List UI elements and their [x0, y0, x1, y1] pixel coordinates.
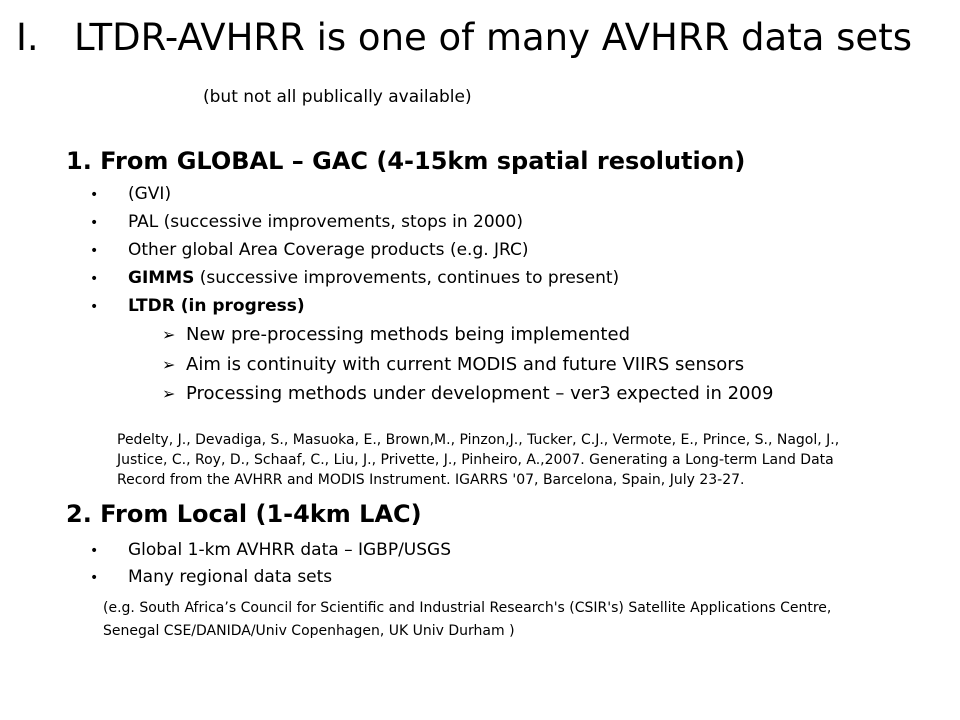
footnote-line: Senegal CSE/DANIDA/Univ Copenhagen, UK Univ Durham ): [103, 623, 515, 639]
arrow-bullet-icon: ➢: [162, 355, 176, 374]
bullet-text: (GVI): [128, 184, 172, 204]
sub-bullet-text: Processing methods under development – ver3 expected in 2009: [186, 383, 774, 404]
citation-line: Record from the AVHRR and MODIS Instrument. IGARRS '07, Barcelona, Spain, July 23-27.: [117, 472, 745, 488]
bullet-text: Many regional data sets: [128, 567, 333, 587]
bullet-icon: •: [90, 243, 99, 259]
bullet-rest-text: (successive improvements, continues to present): [194, 268, 620, 288]
bullet-icon: •: [90, 215, 99, 231]
section2-heading: 2. From Local (1-4km LAC): [66, 500, 422, 528]
citation-line: Justice, C., Roy, D., Schaaf, C., Liu, J., Privette, J., Pinheiro, A.,2007. Generating a Long-term Land Data: [117, 452, 834, 468]
bullet-icon: •: [90, 570, 99, 586]
bullet-text: PAL (successive improvements, stops in 2000): [128, 212, 523, 232]
slide-subtitle: (but not all publically available): [203, 87, 472, 107]
slide-title: LTDR-AVHRR is one of many AVHRR data sets: [74, 16, 912, 59]
citation-line: Pedelty, J., Devadiga, S., Masuoka, E., Brown,M., Pinzon,J., Tucker, C.J., Vermote, E., Prince, S., Nagol, J.,: [117, 432, 840, 448]
sub-bullet-text: New pre-processing methods being implemented: [186, 324, 630, 345]
footnote: [103, 597, 923, 643]
bullet-icon: •: [90, 271, 99, 287]
bullet-icon: •: [90, 543, 99, 559]
bullet-bold-text: GIMMS: [128, 268, 195, 288]
bullet-icon: •: [90, 187, 99, 203]
footnote-line: (e.g. South Africa’s Council for Scientific and Industrial Research's (CSIR's) Satellite Applications Centre,: [103, 600, 832, 616]
bullet-icon: •: [90, 299, 99, 315]
arrow-bullet-icon: ➢: [162, 325, 176, 344]
bullet-text: Global 1-km AVHRR data – IGBP/USGS: [128, 540, 451, 560]
bullet-text: Other global Area Coverage products (e.g. JRC): [128, 240, 529, 260]
arrow-bullet-icon: ➢: [162, 384, 176, 403]
title-number: I.: [16, 16, 39, 59]
citation: [117, 430, 917, 490]
bullet-text: [128, 268, 619, 288]
section1-heading: 1. From GLOBAL – GAC (4-15km spatial resolution): [66, 147, 746, 175]
sub-bullet-text: Aim is continuity with current MODIS and future VIIRS sensors: [186, 354, 745, 375]
bullet-text: LTDR (in progress): [128, 296, 305, 316]
